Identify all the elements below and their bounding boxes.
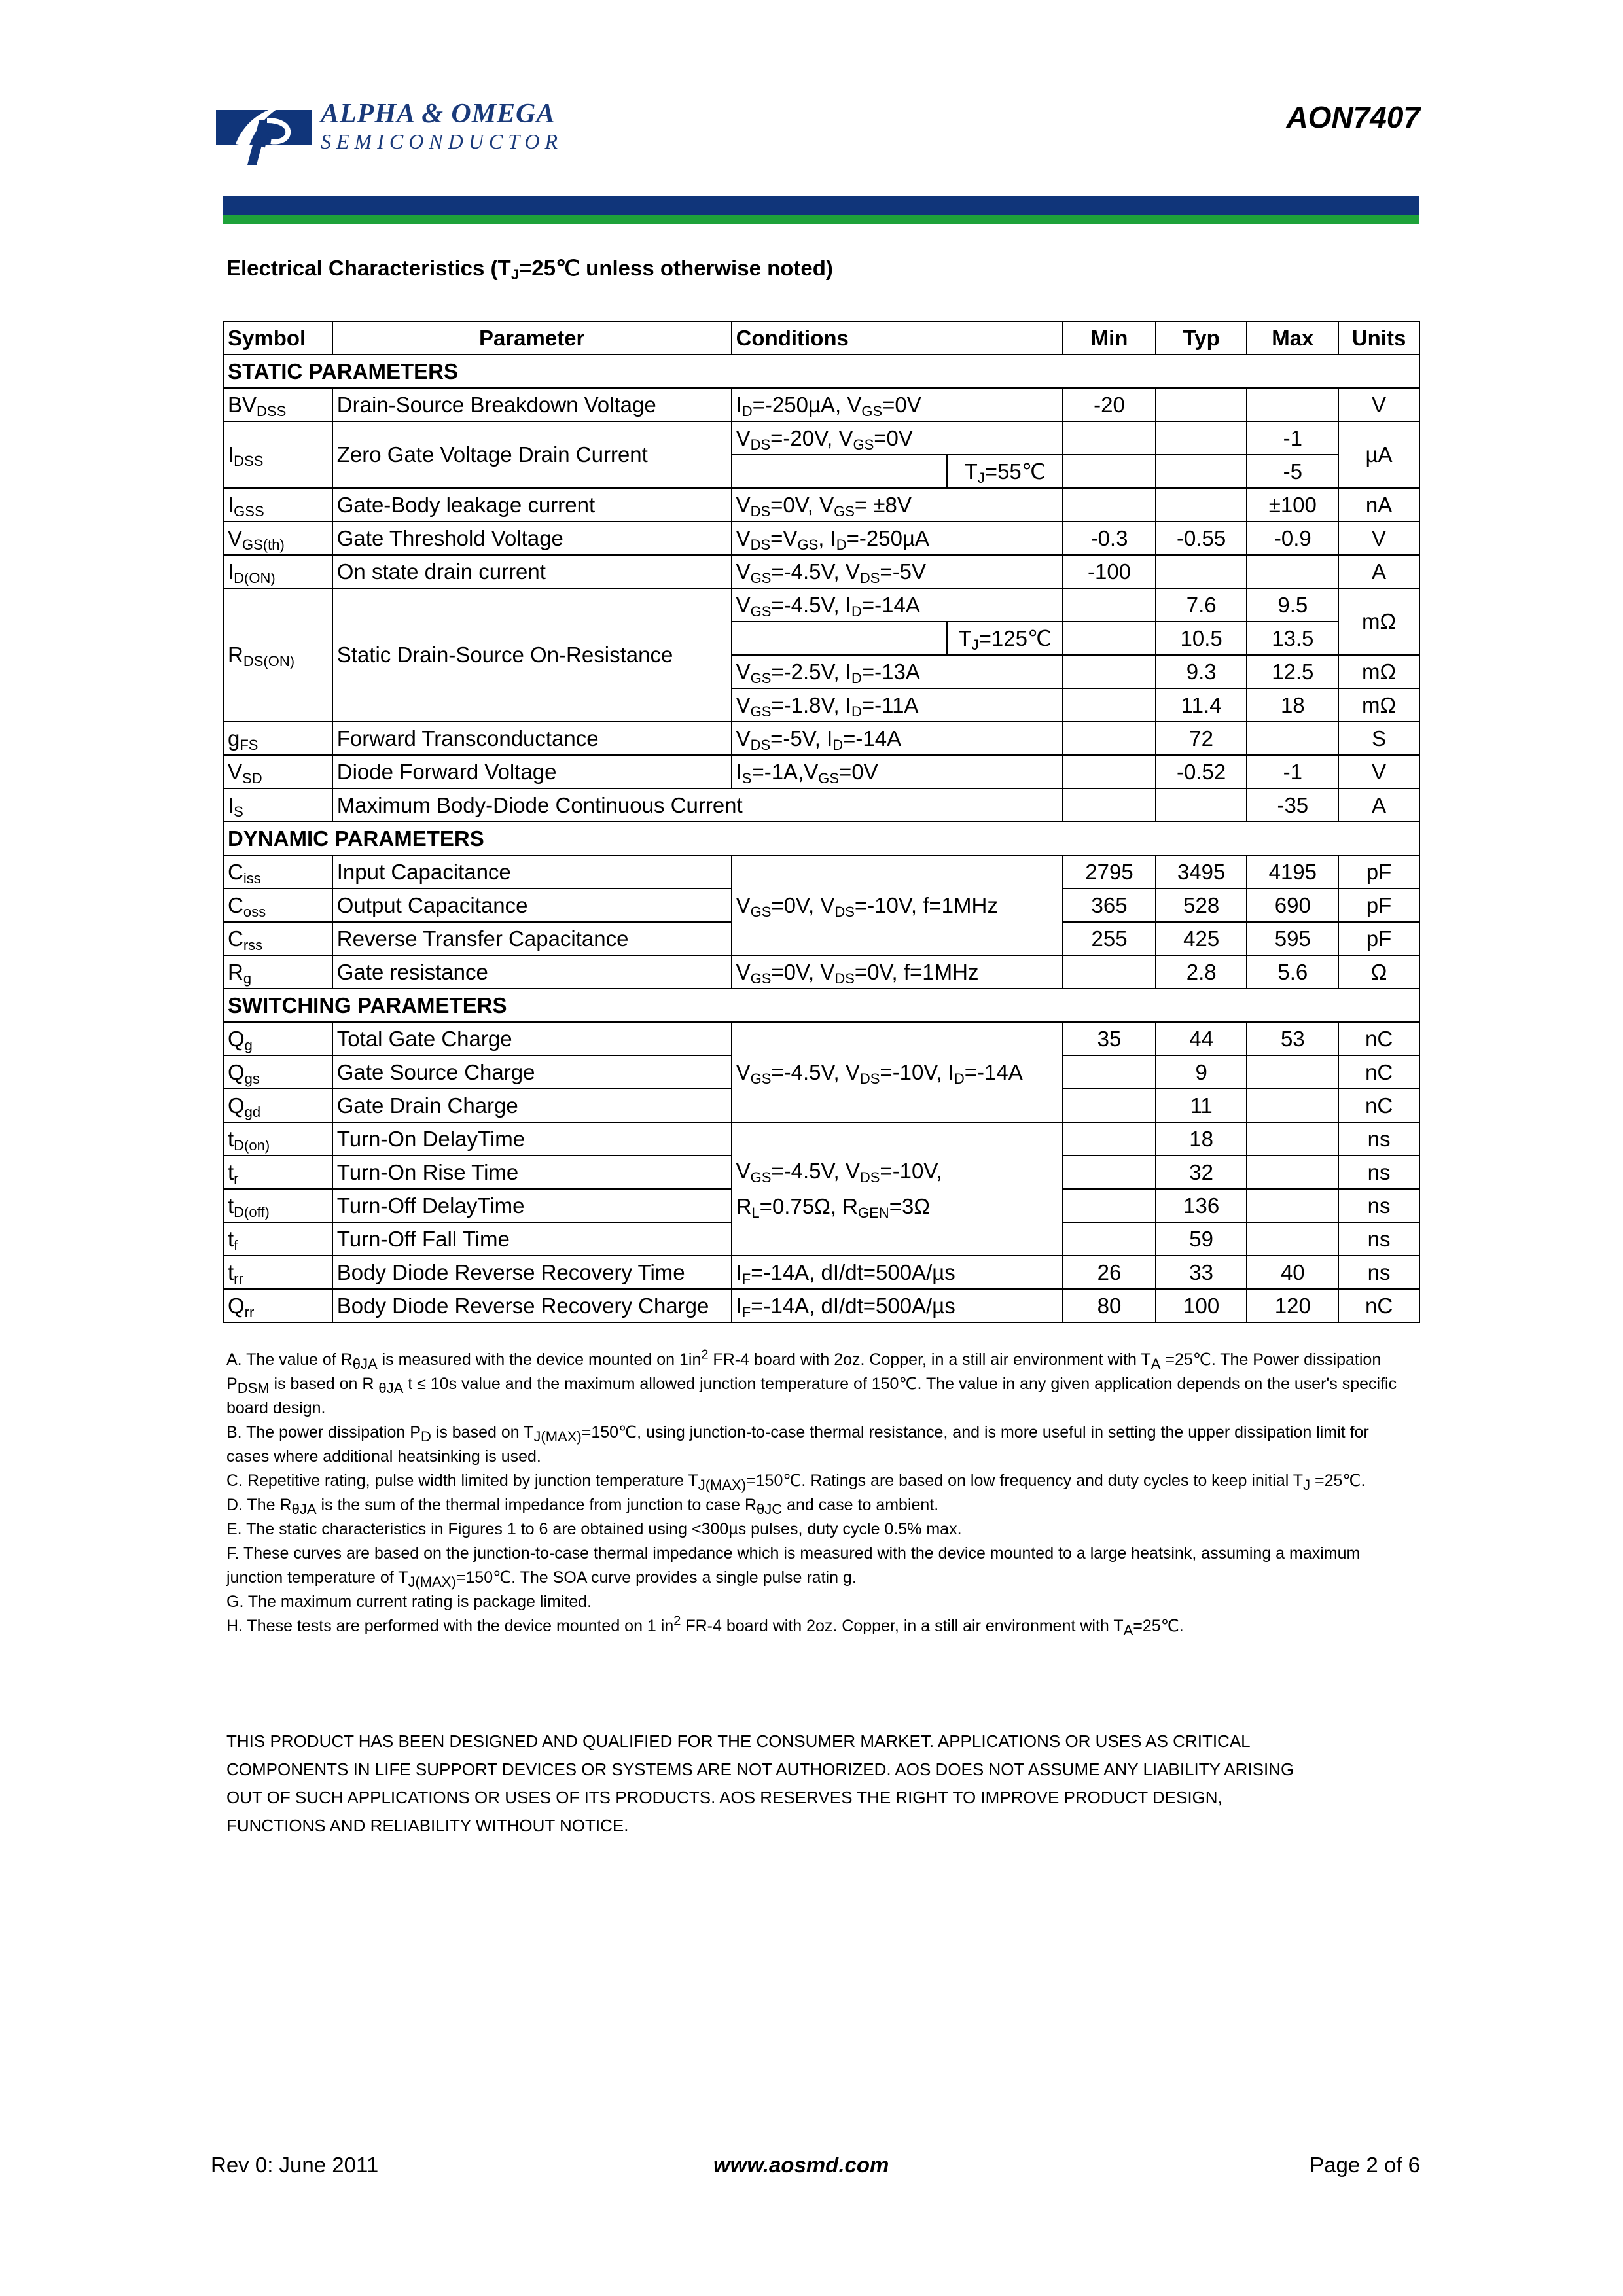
- typ-cell: [1156, 555, 1247, 588]
- conditions-cell: $V_{GS}=0V$, $V_{DS}=0V$, f=1MHz: [732, 955, 1063, 989]
- part-number: AON7407: [1286, 100, 1420, 134]
- alpha-omega-logo-icon: [216, 101, 312, 166]
- max-cell: ±100: [1247, 488, 1338, 521]
- conditions-cell: $I_D=-250\mu A$, $V_{GS}=0V$: [732, 388, 1063, 421]
- min-cell: 365: [1063, 889, 1156, 922]
- disclaimer-line: FUNCTIONS AND RELIABILITY WITHOUT NOTICE.: [226, 1816, 629, 1835]
- parameter-cell: Gate-Body leakage current: [332, 488, 732, 521]
- temperature-condition-cell: $T_J=55℃$: [947, 455, 1063, 488]
- parameter-cell: Body Diode Reverse Recovery Time: [332, 1256, 732, 1289]
- units-cell: Ω: [1338, 955, 1419, 989]
- typ-cell: [1156, 488, 1247, 521]
- parameter-cell: Static Drain-Source On-Resistance: [332, 588, 732, 722]
- header-min: Min: [1063, 321, 1156, 355]
- max-cell: -0.9: [1247, 521, 1338, 555]
- units-cell: nC: [1338, 1289, 1419, 1322]
- units-cell: pF: [1338, 922, 1419, 955]
- min-cell: [1063, 1122, 1156, 1156]
- min-cell: 35: [1063, 1022, 1156, 1055]
- units-cell: A: [1338, 555, 1419, 588]
- table-row: [223, 555, 1419, 588]
- disclaimer-line: THIS PRODUCT HAS BEEN DESIGNED AND QUALIFIED FOR THE CONSUMER MARKET. APPLICATIONS OR USES AS CRITICAL: [226, 1731, 1251, 1751]
- typ-cell: 100: [1156, 1289, 1247, 1322]
- header-band-green: [223, 215, 1419, 224]
- section-row: [223, 355, 1419, 388]
- symbol-cell: $t_{D(on)}$: [223, 1122, 332, 1156]
- typ-cell: [1156, 455, 1247, 488]
- typ-cell: -0.52: [1156, 755, 1247, 788]
- parameter-cell: Diode Forward Voltage: [332, 755, 732, 788]
- page-number: Page 2 of 6: [1310, 2153, 1420, 2177]
- typ-cell: [1156, 421, 1247, 455]
- parameter-cell: Forward Transconductance: [332, 722, 732, 755]
- parameter-cell: Gate Source Charge: [332, 1055, 732, 1089]
- min-cell: [1063, 488, 1156, 521]
- units-cell: V: [1338, 388, 1419, 421]
- conditions-cell: $V_{GS}=-4.5V$, $V_{DS}=-10V$, $I_D=-14A$: [732, 1022, 1063, 1122]
- min-cell: -100: [1063, 555, 1156, 588]
- table-row: [223, 955, 1419, 989]
- units-cell: nC: [1338, 1055, 1419, 1089]
- max-cell: 18: [1247, 688, 1338, 722]
- symbol-cell: $Q_{rr}$: [223, 1289, 332, 1322]
- symbol-cell: $I_S$: [223, 788, 332, 822]
- units-cell: pF: [1338, 855, 1419, 889]
- max-cell: 690: [1247, 889, 1338, 922]
- header-units: Units: [1338, 321, 1419, 355]
- switching-parameters-title: SWITCHING PARAMETERS: [223, 989, 1419, 1022]
- table-row: [223, 1022, 1419, 1055]
- min-cell: -20: [1063, 388, 1156, 421]
- electrical-characteristics-table: [223, 321, 1420, 1323]
- units-cell: V: [1338, 521, 1419, 555]
- min-cell: 2795: [1063, 855, 1156, 889]
- units-cell: ns: [1338, 1222, 1419, 1256]
- min-cell: [1063, 788, 1156, 822]
- units-cell: S: [1338, 722, 1419, 755]
- units-cell: nC: [1338, 1022, 1419, 1055]
- typ-cell: 425: [1156, 922, 1247, 955]
- symbol-cell: $C_{oss}$: [223, 889, 332, 922]
- min-cell: [1063, 655, 1156, 688]
- note-f: F. These curves are based on the junction-to-case thermal impedance which is measured with the device mounted to a large heatsink, assuming a maximum junction temperature of $T_{J(MAX)}=150℃$. The SOA curve provides a single pulse ratin g.: [226, 1544, 1361, 1590]
- min-cell: [1063, 421, 1156, 455]
- section-row: [223, 822, 1419, 855]
- section-row: [223, 989, 1419, 1022]
- company-logo: [216, 98, 596, 170]
- table-row: [223, 788, 1419, 822]
- min-cell: [1063, 755, 1156, 788]
- max-cell: 13.5: [1247, 622, 1338, 655]
- typ-cell: [1156, 388, 1247, 421]
- conditions-cell: $V_{GS}=0V$, $V_{DS}=-10V$, f=1MHz: [732, 855, 1063, 955]
- typ-cell: 44: [1156, 1022, 1247, 1055]
- max-cell: 40: [1247, 1256, 1338, 1289]
- units-cell: V: [1338, 755, 1419, 788]
- max-cell: 53: [1247, 1022, 1338, 1055]
- conditions-cell: [732, 622, 948, 655]
- min-cell: [1063, 722, 1156, 755]
- min-cell: [1063, 588, 1156, 622]
- header-symbol: Symbol: [223, 321, 332, 355]
- website-link[interactable]: www.aosmd.com: [713, 2153, 889, 2177]
- parameter-cell: Turn-On Rise Time: [332, 1156, 732, 1189]
- conditions-cell: $V_{GS}=-2.5V$, $I_D=-13A$: [732, 655, 1063, 688]
- typ-cell: 136: [1156, 1189, 1247, 1222]
- table-row: [223, 588, 1419, 622]
- symbol-cell: $t_r$: [223, 1156, 332, 1189]
- typ-cell: 528: [1156, 889, 1247, 922]
- parameter-cell: Turn-Off DelayTime: [332, 1189, 732, 1222]
- max-cell: 4195: [1247, 855, 1338, 889]
- note-g: G. The maximum current rating is package limited.: [226, 1593, 592, 1611]
- table-row: [223, 521, 1419, 555]
- max-cell: 12.5: [1247, 655, 1338, 688]
- conditions-cell: $V_{GS}=-4.5V$, $V_{DS}=-10V$, $R_L=0.75\Omega$, $R_{GEN}=3\Omega$: [732, 1122, 1063, 1256]
- symbol-cell: $g_{FS}$: [223, 722, 332, 755]
- typ-cell: 10.5: [1156, 622, 1247, 655]
- typ-cell: 7.6: [1156, 588, 1247, 622]
- table-row: [223, 1256, 1419, 1289]
- typ-cell: 59: [1156, 1222, 1247, 1256]
- header-conditions: Conditions: [732, 321, 1063, 355]
- parameter-cell: Zero Gate Voltage Drain Current: [332, 421, 732, 488]
- note-e: E. The static characteristics in Figures 1 to 6 are obtained using <300µs pulses, duty cycle 0.5% max.: [226, 1520, 962, 1538]
- units-cell: mΩ: [1338, 588, 1419, 655]
- min-cell: [1063, 955, 1156, 989]
- symbol-cell: $Q_{gs}$: [223, 1055, 332, 1089]
- note-c: C. Repetitive rating, pulse width limited by junction temperature $T_{J(MAX)}=150℃$. Ratings are based on low frequency and duty cycles to keep initial $T_J$ =25℃.: [226, 1472, 1366, 1493]
- units-cell: nC: [1338, 1089, 1419, 1122]
- parameter-cell: Maximum Body-Diode Continuous Current: [332, 788, 1063, 822]
- min-cell: [1063, 1222, 1156, 1256]
- conditions-cell: $V_{GS}=-4.5V$, $V_{DS}=-5V$: [732, 555, 1063, 588]
- section-heading: Electrical Characteristics ($T_J=25℃$ unless otherwise noted): [226, 256, 833, 283]
- max-cell: [1247, 388, 1338, 421]
- disclaimer-line: COMPONENTS IN LIFE SUPPORT DEVICES OR SYSTEMS ARE NOT AUTHORIZED. AOS DOES NOT ASSUME ANY LIABILITY ARISING: [226, 1759, 1294, 1779]
- units-cell: mΩ: [1338, 688, 1419, 722]
- symbol-cell: $t_f$: [223, 1222, 332, 1256]
- disclaimer-line: OUT OF SUCH APPLICATIONS OR USES OF ITS PRODUCTS. AOS RESERVES THE RIGHT TO IMPROVE PRODUCT DESIGN,: [226, 1788, 1222, 1807]
- table-row: [223, 755, 1419, 788]
- typ-cell: 9: [1156, 1055, 1247, 1089]
- parameter-cell: Gate Drain Charge: [332, 1089, 732, 1122]
- units-cell: µA: [1338, 421, 1419, 488]
- parameter-cell: Drain-Source Breakdown Voltage: [332, 388, 732, 421]
- conditions-cell: $V_{GS}=-4.5V$, $I_D=-14A$: [732, 588, 1063, 622]
- parameter-cell: Gate resistance: [332, 955, 732, 989]
- note-h: H. These tests are performed with the device mounted on 1 $in^2$ FR-4 board with 2oz. Copper, in a still air environment with $T_A=25℃$.: [226, 1614, 1184, 1638]
- min-cell: [1063, 622, 1156, 655]
- table-row: [223, 1289, 1419, 1322]
- company-subtitle: SEMICONDUCTOR: [321, 130, 563, 153]
- min-cell: 255: [1063, 922, 1156, 955]
- min-cell: 80: [1063, 1289, 1156, 1322]
- max-cell: [1247, 1122, 1338, 1156]
- min-cell: -0.3: [1063, 521, 1156, 555]
- revision-label: Rev 0: June 2011: [211, 2153, 379, 2177]
- table-row: [223, 421, 1419, 455]
- min-cell: 26: [1063, 1256, 1156, 1289]
- parameter-cell: Reverse Transfer Capacitance: [332, 922, 732, 955]
- note-d: D. The $R_{\theta JA}$ is the sum of the thermal impedance from junction to case $R_{\theta JC}$ and case to ambient.: [226, 1496, 939, 1517]
- typ-cell: 72: [1156, 722, 1247, 755]
- parameter-cell: Turn-Off Fall Time: [332, 1222, 732, 1256]
- max-cell: 9.5: [1247, 588, 1338, 622]
- max-cell: 120: [1247, 1289, 1338, 1322]
- typ-cell: 18: [1156, 1122, 1247, 1156]
- parameter-cell: Total Gate Charge: [332, 1022, 732, 1055]
- typ-cell: 2.8: [1156, 955, 1247, 989]
- conditions-cell: $V_{GS}=-1.8V$, $I_D=-11A$: [732, 688, 1063, 722]
- parameter-cell: Body Diode Reverse Recovery Charge: [332, 1289, 732, 1322]
- min-cell: [1063, 688, 1156, 722]
- units-cell: ns: [1338, 1122, 1419, 1156]
- min-cell: [1063, 1055, 1156, 1089]
- max-cell: [1247, 1156, 1338, 1189]
- temperature-condition-cell: $T_J=125℃$: [947, 622, 1063, 655]
- min-cell: [1063, 1189, 1156, 1222]
- symbol-cell: $I_{GSS}$: [223, 488, 332, 521]
- conditions-cell: $V_{DS}=0V$, $V_{GS}= \pm 8V$: [732, 488, 1063, 521]
- disclaimer: [226, 1727, 1404, 1840]
- max-cell: [1247, 1089, 1338, 1122]
- units-cell: ns: [1338, 1189, 1419, 1222]
- parameter-cell: Gate Threshold Voltage: [332, 521, 732, 555]
- min-cell: [1063, 1156, 1156, 1189]
- max-cell: [1247, 1222, 1338, 1256]
- symbol-cell: $t_{rr}$: [223, 1256, 332, 1289]
- header-band-blue: [223, 196, 1419, 215]
- symbol-cell: $I_{D(ON)}$: [223, 555, 332, 588]
- conditions-cell: $V_{DS}=-5V$, $I_D=-14A$: [732, 722, 1063, 755]
- table-row: [223, 722, 1419, 755]
- symbol-cell: $R_{DS(ON)}$: [223, 588, 332, 722]
- typ-cell: 11: [1156, 1089, 1247, 1122]
- typ-cell: 3495: [1156, 855, 1247, 889]
- parameter-cell: Input Capacitance: [332, 855, 732, 889]
- units-cell: ns: [1338, 1256, 1419, 1289]
- max-cell: -1: [1247, 755, 1338, 788]
- typ-cell: 11.4: [1156, 688, 1247, 722]
- typ-cell: 9.3: [1156, 655, 1247, 688]
- min-cell: [1063, 455, 1156, 488]
- max-cell: 595: [1247, 922, 1338, 955]
- units-cell: A: [1338, 788, 1419, 822]
- table-header-row: [223, 321, 1419, 355]
- max-cell: 5.6: [1247, 955, 1338, 989]
- parameter-cell: Turn-On DelayTime: [332, 1122, 732, 1156]
- symbol-cell: $C_{iss}$: [223, 855, 332, 889]
- units-cell: ns: [1338, 1156, 1419, 1189]
- conditions-cell: [732, 455, 948, 488]
- symbol-cell: $I_{DSS}$: [223, 421, 332, 488]
- symbol-cell: $V_{GS(th)}$: [223, 521, 332, 555]
- symbol-cell: $C_{rss}$: [223, 922, 332, 955]
- table-row: [223, 388, 1419, 421]
- header-parameter: Parameter: [332, 321, 732, 355]
- max-cell: [1247, 555, 1338, 588]
- max-cell: [1247, 722, 1338, 755]
- dynamic-parameters-title: DYNAMIC PARAMETERS: [223, 822, 1419, 855]
- max-cell: [1247, 1055, 1338, 1089]
- typ-cell: -0.55: [1156, 521, 1247, 555]
- parameter-cell: Output Capacitance: [332, 889, 732, 922]
- company-name: ALPHA & OMEGA: [321, 99, 556, 129]
- header-typ: Typ: [1156, 321, 1247, 355]
- typ-cell: [1156, 788, 1247, 822]
- conditions-cell: $V_{DS}=V_{GS}$, $I_D=-250\mu A$: [732, 521, 1063, 555]
- symbol-cell: $V_{SD}$: [223, 755, 332, 788]
- units-cell: pF: [1338, 889, 1419, 922]
- table-row: [223, 488, 1419, 521]
- symbol-cell: $R_g$: [223, 955, 332, 989]
- symbol-cell: $Q_{gd}$: [223, 1089, 332, 1122]
- max-cell: -5: [1247, 455, 1338, 488]
- min-cell: [1063, 1089, 1156, 1122]
- note-b: B. The power dissipation $P_D$ is based on $T_{J(MAX)}=150℃$, using junction-to-case thermal resistance, and is more useful in setting the upper dissipation limit for cases where additional heatsinking is used.: [226, 1423, 1369, 1466]
- conditions-cell: $V_{DS}=-20V$, $V_{GS}=0V$: [732, 421, 1063, 455]
- static-parameters-title: STATIC PARAMETERS: [223, 355, 1419, 388]
- max-cell: -1: [1247, 421, 1338, 455]
- symbol-cell: $Q_g$: [223, 1022, 332, 1055]
- units-cell: mΩ: [1338, 655, 1419, 688]
- units-cell: nA: [1338, 488, 1419, 521]
- header-max: Max: [1247, 321, 1338, 355]
- max-cell: [1247, 1189, 1338, 1222]
- typ-cell: 33: [1156, 1256, 1247, 1289]
- symbol-cell: $t_{D(off)}$: [223, 1189, 332, 1222]
- table-row: [223, 1122, 1419, 1156]
- footnotes: [226, 1348, 1411, 1638]
- parameter-cell: On state drain current: [332, 555, 732, 588]
- conditions-cell: $I_F=-14A$, dI/dt=500A/µs: [732, 1256, 1063, 1289]
- note-a: A. The value of $R_{\theta JA}$ is measured with the device mounted on $1in^2$ FR-4 board with 2oz. Copper, in a still air environment with $T_A$ =25℃. The Power dissipation $P_{DSM}$ is based on R $_{\theta JA}$ t ≤ 10s value and the maximum allowed junction temperature of 150℃. The value in any given application depends on the user's specific board design.: [226, 1347, 1397, 1417]
- max-cell: -35: [1247, 788, 1338, 822]
- conditions-cell: $I_F=-14A$, dI/dt=500A/µs: [732, 1289, 1063, 1322]
- symbol-cell: $BV_{DSS}$: [223, 388, 332, 421]
- conditions-cell: $I_S=-1A,V_{GS}=0V$: [732, 755, 1063, 788]
- table-row: [223, 855, 1419, 889]
- typ-cell: 32: [1156, 1156, 1247, 1189]
